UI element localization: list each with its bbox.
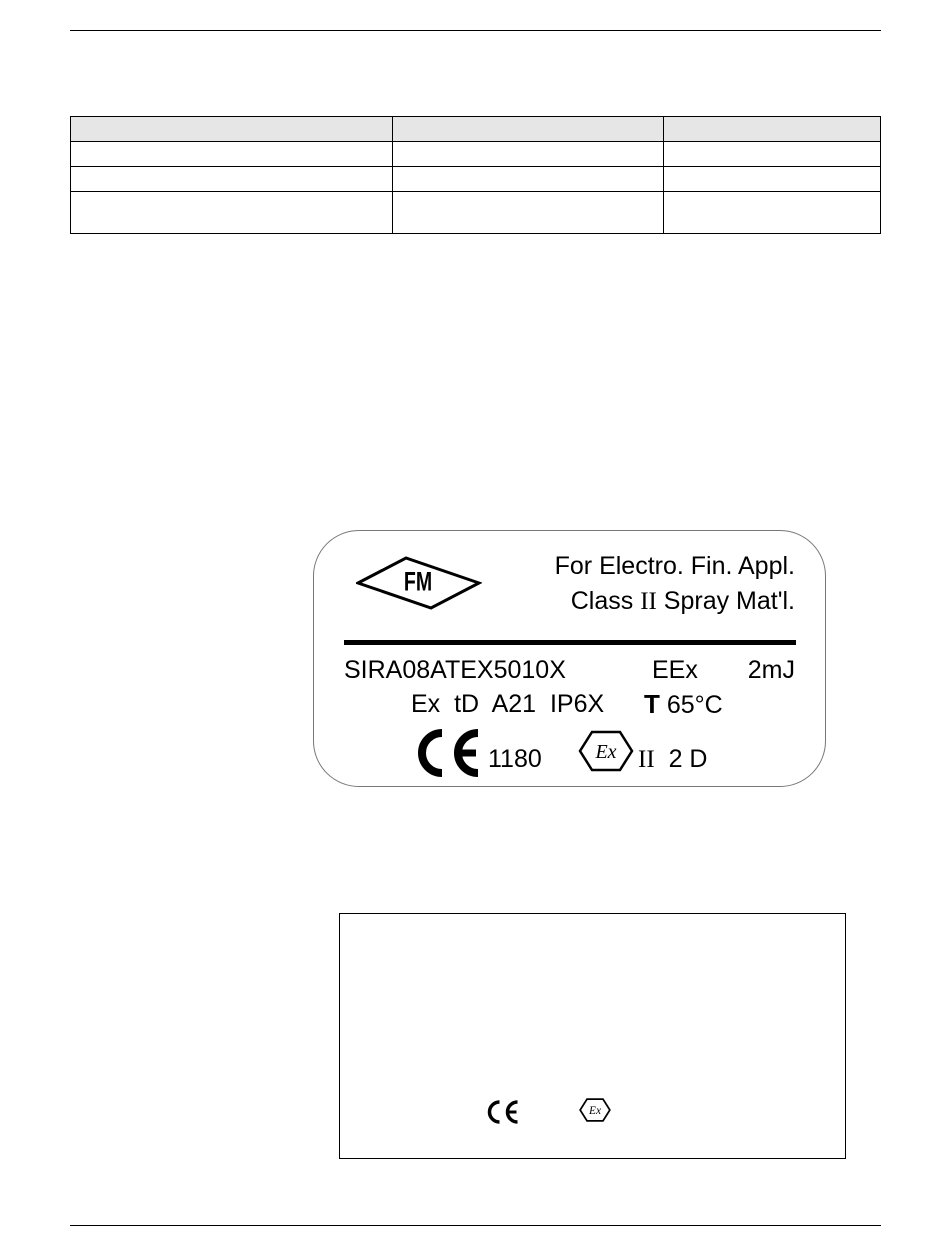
dust-protection: Ex tD A21 IP6X — [411, 690, 605, 718]
table-cell — [663, 192, 880, 234]
fm-approval-logo — [356, 556, 482, 610]
table-cell — [393, 167, 663, 192]
protection-code: EEx — [652, 656, 698, 684]
energy-rating: 2mJ — [747, 656, 795, 684]
notified-body-number: 1180 — [488, 745, 542, 773]
table-header-cell — [71, 117, 393, 142]
equipment-group — [638, 744, 707, 775]
table-cell — [393, 192, 663, 234]
approval-class-line — [571, 586, 795, 617]
ex-mark-small-text: Ex — [588, 1105, 602, 1117]
table-cell — [663, 142, 880, 167]
table-cell — [663, 167, 880, 192]
table-row — [71, 167, 881, 192]
approval-class-suffix: Spray Mat'l. — [656, 587, 795, 615]
table-cell — [71, 142, 393, 167]
temperature-value: 65°C — [666, 691, 723, 719]
temperature-class — [644, 689, 723, 720]
ex-hexagon-mark — [578, 730, 634, 772]
table-cell — [71, 192, 393, 234]
approval-application-line: For Electro. Fin. Appl. — [554, 552, 795, 580]
ex-hexagon-mark-small — [579, 1098, 611, 1122]
temperature-letter: T — [644, 689, 660, 719]
header-rule — [70, 30, 881, 31]
approval-label — [313, 530, 826, 787]
table-row — [71, 192, 881, 234]
table-cell — [393, 142, 663, 167]
table-header-cell — [663, 117, 880, 142]
table-cell — [71, 167, 393, 192]
equipment-category: 2 D — [668, 745, 708, 773]
table-row — [71, 142, 881, 167]
certificate-number: SIRA08ATEX5010X — [344, 656, 566, 684]
ce-mark — [412, 729, 482, 777]
approval-class-prefix: Class — [570, 587, 641, 615]
spec-table — [70, 116, 881, 234]
ce-mark-small — [484, 1100, 520, 1124]
ex-mark-text: Ex — [595, 741, 617, 763]
table-header-cell — [393, 117, 663, 142]
approval-class-roman: II — [640, 588, 657, 615]
footer-rule — [70, 1225, 881, 1226]
fm-mark-text: FM — [403, 566, 433, 597]
table-header-row — [71, 117, 881, 142]
label-divider — [344, 640, 796, 645]
dust-protection-line — [411, 689, 604, 719]
equipment-group-roman: II — [638, 746, 655, 773]
blank-label-outline — [339, 913, 846, 1159]
